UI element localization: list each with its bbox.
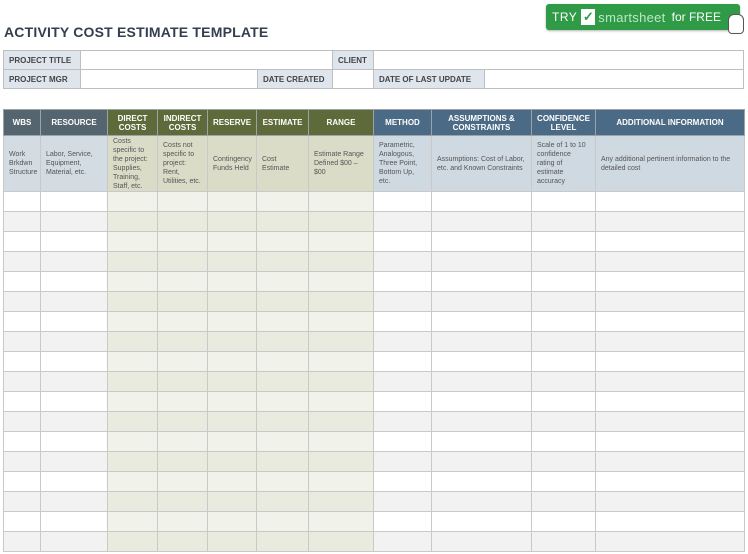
date-last-update-label: DATE OF LAST UPDATE <box>374 70 485 89</box>
table-cell[interactable] <box>158 192 208 212</box>
table-cell[interactable] <box>208 232 257 252</box>
column-header: ASSUMPTIONS & CONSTRAINTS <box>432 110 532 136</box>
table-cell[interactable] <box>374 332 432 352</box>
project-title-field[interactable] <box>81 51 333 70</box>
table-cell[interactable] <box>4 272 41 292</box>
table-cell[interactable] <box>4 252 41 272</box>
table-cell[interactable] <box>108 472 158 492</box>
table-cell[interactable] <box>158 372 208 392</box>
table-cell[interactable] <box>257 212 309 232</box>
cta-free-label: for FREE <box>671 10 721 24</box>
table-row <box>4 412 745 432</box>
table-cell[interactable] <box>108 312 158 332</box>
column-header: ESTIMATE <box>257 110 309 136</box>
table-cell[interactable] <box>108 292 158 312</box>
table-cell[interactable] <box>4 512 41 532</box>
table-cell[interactable] <box>257 372 309 392</box>
table-cell[interactable] <box>158 452 208 472</box>
table-cell[interactable] <box>41 332 108 352</box>
table-cell[interactable] <box>108 352 158 372</box>
table-cell[interactable] <box>257 492 309 512</box>
table-cell[interactable] <box>596 532 745 552</box>
table-cell[interactable] <box>208 532 257 552</box>
column-description: Scale of 1 to 10 confidence rating of estimate accuracy <box>532 136 596 192</box>
table-cell[interactable] <box>596 192 745 212</box>
table-row <box>4 372 745 392</box>
table-cell[interactable] <box>41 512 108 532</box>
column-header: INDIRECT COSTS <box>158 110 208 136</box>
table-cell[interactable] <box>158 412 208 432</box>
table-cell[interactable] <box>158 252 208 272</box>
table-cell[interactable] <box>208 192 257 212</box>
description-row <box>4 136 745 192</box>
table-cell[interactable] <box>4 532 41 552</box>
table-cell[interactable] <box>532 232 596 252</box>
table-cell[interactable] <box>41 412 108 432</box>
table-row <box>4 192 745 212</box>
table-cell[interactable] <box>432 472 532 492</box>
table-row <box>4 432 745 452</box>
table-cell[interactable] <box>158 472 208 492</box>
table-row <box>4 472 745 492</box>
table-row <box>4 532 745 552</box>
table-cell[interactable] <box>208 392 257 412</box>
table-cell[interactable] <box>108 412 158 432</box>
table-cell[interactable] <box>4 312 41 332</box>
table-cell[interactable] <box>158 432 208 452</box>
table-row <box>4 312 745 332</box>
table-cell[interactable] <box>108 272 158 292</box>
table-cell[interactable] <box>41 472 108 492</box>
table-cell[interactable] <box>432 392 532 412</box>
table-cell[interactable] <box>432 292 532 312</box>
table-cell[interactable] <box>257 312 309 332</box>
table-cell[interactable] <box>532 512 596 532</box>
table-cell[interactable] <box>4 492 41 512</box>
table-cell[interactable] <box>532 532 596 552</box>
column-description: Costs not specific to project: Rent, Utilities, etc. <box>158 136 208 192</box>
table-cell[interactable] <box>374 432 432 452</box>
table-cell[interactable] <box>108 192 158 212</box>
table-cell[interactable] <box>432 192 532 212</box>
table-cell[interactable] <box>257 252 309 272</box>
table-cell[interactable] <box>41 492 108 512</box>
table-cell[interactable] <box>309 212 374 232</box>
table-cell[interactable] <box>596 292 745 312</box>
client-field[interactable] <box>374 51 744 70</box>
table-row <box>4 292 745 312</box>
column-header: DIRECT COSTS <box>108 110 158 136</box>
table-cell[interactable] <box>532 312 596 332</box>
table-cell[interactable] <box>532 252 596 272</box>
table-cell[interactable] <box>208 512 257 532</box>
table-cell[interactable] <box>108 512 158 532</box>
table-cell[interactable] <box>108 232 158 252</box>
table-cell[interactable] <box>41 252 108 272</box>
column-description: Cost Estimate <box>257 136 309 192</box>
cta-brand-label: smartsheet <box>598 9 666 25</box>
table-cell[interactable] <box>257 232 309 252</box>
table-cell[interactable] <box>208 432 257 452</box>
table-cell[interactable] <box>158 272 208 292</box>
table-cell[interactable] <box>309 492 374 512</box>
table-cell[interactable] <box>596 512 745 532</box>
table-cell[interactable] <box>257 472 309 492</box>
table-cell[interactable] <box>532 452 596 472</box>
table-cell[interactable] <box>4 232 41 252</box>
column-description: Contingency Funds Held <box>208 136 257 192</box>
table-cell[interactable] <box>4 432 41 452</box>
table-cell[interactable] <box>158 292 208 312</box>
table-cell[interactable] <box>532 332 596 352</box>
table-cell[interactable] <box>309 292 374 312</box>
table-cell[interactable] <box>432 372 532 392</box>
table-cell[interactable] <box>432 412 532 432</box>
table-cell[interactable] <box>374 252 432 272</box>
table-cell[interactable] <box>309 332 374 352</box>
table-cell[interactable] <box>4 332 41 352</box>
table-cell[interactable] <box>208 472 257 492</box>
table-cell[interactable] <box>432 432 532 452</box>
table-cell[interactable] <box>41 292 108 312</box>
column-description: Labor, Service, Equipment, Material, etc. <box>41 136 108 192</box>
table-cell[interactable] <box>257 452 309 472</box>
table-cell[interactable] <box>432 252 532 272</box>
table-cell[interactable] <box>374 352 432 372</box>
table-cell[interactable] <box>309 472 374 492</box>
table-cell[interactable] <box>309 312 374 332</box>
table-cell[interactable] <box>4 472 41 492</box>
table-cell[interactable] <box>374 412 432 432</box>
table-cell[interactable] <box>41 452 108 472</box>
column-description: Work Brkdwn Structure <box>4 136 41 192</box>
column-header: WBS <box>4 110 41 136</box>
table-cell[interactable] <box>4 212 41 232</box>
table-row <box>4 212 745 232</box>
table-cell[interactable] <box>158 512 208 532</box>
table-row <box>4 492 745 512</box>
table-cell[interactable] <box>158 212 208 232</box>
pointer-hand-icon <box>728 14 744 34</box>
table-row <box>4 452 745 472</box>
table-cell[interactable] <box>532 372 596 392</box>
table-cell[interactable] <box>208 412 257 432</box>
table-cell[interactable] <box>374 212 432 232</box>
table-cell[interactable] <box>309 452 374 472</box>
table-cell[interactable] <box>374 472 432 492</box>
table-cell[interactable] <box>309 412 374 432</box>
column-description: Estimate Range Defined $00 – $00 <box>309 136 374 192</box>
table-cell[interactable] <box>596 232 745 252</box>
table-cell[interactable] <box>257 412 309 432</box>
table-cell[interactable] <box>4 372 41 392</box>
try-smartsheet-button[interactable] <box>546 4 740 30</box>
table-cell[interactable] <box>532 412 596 432</box>
table-cell[interactable] <box>158 232 208 252</box>
table-cell[interactable] <box>108 452 158 472</box>
table-cell[interactable] <box>309 232 374 252</box>
column-header: ADDITIONAL INFORMATION <box>596 110 745 136</box>
table-cell[interactable] <box>158 392 208 412</box>
table-cell[interactable] <box>257 192 309 212</box>
table-cell[interactable] <box>596 392 745 412</box>
table-cell[interactable] <box>432 212 532 232</box>
table-cell[interactable] <box>596 332 745 352</box>
table-cell[interactable] <box>309 352 374 372</box>
table-cell[interactable] <box>41 392 108 412</box>
column-description: Assumptions: Cost of Labor, etc. and Known Constraints <box>432 136 532 192</box>
checkmark-icon: ✓ <box>582 9 594 24</box>
table-cell[interactable] <box>374 452 432 472</box>
table-row <box>4 272 745 292</box>
table-cell[interactable] <box>309 392 374 412</box>
table-cell[interactable] <box>4 292 41 312</box>
project-title-label: PROJECT TITLE <box>4 51 81 70</box>
table-cell[interactable] <box>596 352 745 372</box>
table-row <box>4 392 745 412</box>
table-cell[interactable] <box>108 332 158 352</box>
table-cell[interactable] <box>4 392 41 412</box>
table-cell[interactable] <box>257 432 309 452</box>
table-cell[interactable] <box>257 352 309 372</box>
table-cell[interactable] <box>374 312 432 332</box>
table-cell[interactable] <box>596 452 745 472</box>
table-cell[interactable] <box>432 352 532 372</box>
table-cell[interactable] <box>41 272 108 292</box>
cta-try-label: TRY <box>552 10 578 24</box>
table-cell[interactable] <box>532 472 596 492</box>
table-cell[interactable] <box>596 492 745 512</box>
table-cell[interactable] <box>532 432 596 452</box>
table-cell[interactable] <box>532 192 596 212</box>
table-cell[interactable] <box>532 392 596 412</box>
table-cell[interactable] <box>596 472 745 492</box>
table-cell[interactable] <box>532 212 596 232</box>
table-cell[interactable] <box>208 312 257 332</box>
table-cell[interactable] <box>108 212 158 232</box>
date-last-update-field[interactable] <box>485 70 744 89</box>
table-cell[interactable] <box>532 352 596 372</box>
table-cell[interactable] <box>208 212 257 232</box>
table-cell[interactable] <box>4 352 41 372</box>
column-description: Costs specific to the project: Supplies, Training, Staff, etc. <box>108 136 158 192</box>
table-cell[interactable] <box>532 272 596 292</box>
table-cell[interactable] <box>41 232 108 252</box>
table-cell[interactable] <box>432 452 532 472</box>
table-cell[interactable] <box>41 532 108 552</box>
column-header: RANGE <box>309 110 374 136</box>
table-cell[interactable] <box>374 532 432 552</box>
table-cell[interactable] <box>596 432 745 452</box>
table-cell[interactable] <box>208 492 257 512</box>
table-cell[interactable] <box>108 492 158 512</box>
column-header-row <box>4 110 745 136</box>
table-cell[interactable] <box>158 532 208 552</box>
table-cell[interactable] <box>374 392 432 412</box>
table-cell[interactable] <box>532 492 596 512</box>
table-cell[interactable] <box>158 332 208 352</box>
column-header: METHOD <box>374 110 432 136</box>
table-cell[interactable] <box>374 272 432 292</box>
table-cell[interactable] <box>4 452 41 472</box>
table-cell[interactable] <box>208 292 257 312</box>
table-row <box>4 352 745 372</box>
page-title: ACTIVITY COST ESTIMATE TEMPLATE <box>4 24 269 40</box>
table-cell[interactable] <box>208 372 257 392</box>
table-cell[interactable] <box>432 332 532 352</box>
table-cell[interactable] <box>257 292 309 312</box>
project-mgr-field[interactable] <box>81 70 258 89</box>
table-cell[interactable] <box>432 532 532 552</box>
table-cell[interactable] <box>596 252 745 272</box>
table-cell[interactable] <box>41 372 108 392</box>
table-cell[interactable] <box>208 452 257 472</box>
table-cell[interactable] <box>596 312 745 332</box>
table-cell[interactable] <box>257 512 309 532</box>
table-cell[interactable] <box>108 252 158 272</box>
table-cell[interactable] <box>596 372 745 392</box>
table-cell[interactable] <box>4 192 41 212</box>
table-cell[interactable] <box>41 192 108 212</box>
table-cell[interactable] <box>309 252 374 272</box>
table-cell[interactable] <box>158 352 208 372</box>
table-cell[interactable] <box>108 372 158 392</box>
table-cell[interactable] <box>309 372 374 392</box>
table-cell[interactable] <box>432 232 532 252</box>
table-cell[interactable] <box>208 252 257 272</box>
table-cell[interactable] <box>158 492 208 512</box>
column-header: CONFIDENCE LEVEL <box>532 110 596 136</box>
table-cell[interactable] <box>108 432 158 452</box>
table-row <box>4 232 745 252</box>
table-cell[interactable] <box>41 432 108 452</box>
table-cell[interactable] <box>432 312 532 332</box>
table-row <box>4 252 745 272</box>
column-header: RESERVE <box>208 110 257 136</box>
table-row <box>4 332 745 352</box>
table-cell[interactable] <box>596 212 745 232</box>
table-cell[interactable] <box>596 412 745 432</box>
table-cell[interactable] <box>108 532 158 552</box>
table-cell[interactable] <box>309 272 374 292</box>
table-cell[interactable] <box>374 232 432 252</box>
table-cell[interactable] <box>532 292 596 312</box>
table-cell[interactable] <box>41 312 108 332</box>
project-mgr-label: PROJECT MGR <box>4 70 81 89</box>
table-cell[interactable] <box>257 532 309 552</box>
table-cell[interactable] <box>309 532 374 552</box>
table-cell[interactable] <box>208 272 257 292</box>
table-cell[interactable] <box>374 192 432 212</box>
table-cell[interactable] <box>257 392 309 412</box>
table-cell[interactable] <box>4 412 41 432</box>
table-cell[interactable] <box>257 332 309 352</box>
table-cell[interactable] <box>374 512 432 532</box>
table-row <box>4 512 745 532</box>
table-cell[interactable] <box>596 272 745 292</box>
table-cell[interactable] <box>158 312 208 332</box>
table-cell[interactable] <box>208 332 257 352</box>
client-label: CLIENT <box>333 51 374 70</box>
table-cell[interactable] <box>309 432 374 452</box>
table-cell[interactable] <box>309 512 374 532</box>
column-description: Parametric, Analogous, Three Point, Bottom Up, etc. <box>374 136 432 192</box>
table-cell[interactable] <box>41 212 108 232</box>
table-cell[interactable] <box>432 492 532 512</box>
date-created-label: DATE CREATED <box>258 70 333 89</box>
table-cell[interactable] <box>374 372 432 392</box>
table-cell[interactable] <box>374 492 432 512</box>
column-header: RESOURCE <box>41 110 108 136</box>
table-cell[interactable] <box>432 512 532 532</box>
column-description: Any additional pertinent information to the detailed cost <box>596 136 745 192</box>
table-cell[interactable] <box>374 292 432 312</box>
table-cell[interactable] <box>257 272 309 292</box>
table-cell[interactable] <box>41 352 108 372</box>
table-cell[interactable] <box>208 352 257 372</box>
project-info-table <box>3 50 744 89</box>
date-created-field[interactable] <box>333 70 374 89</box>
table-cell[interactable] <box>432 272 532 292</box>
table-cell[interactable] <box>108 392 158 412</box>
cost-estimate-table <box>3 109 745 552</box>
table-cell[interactable] <box>309 192 374 212</box>
